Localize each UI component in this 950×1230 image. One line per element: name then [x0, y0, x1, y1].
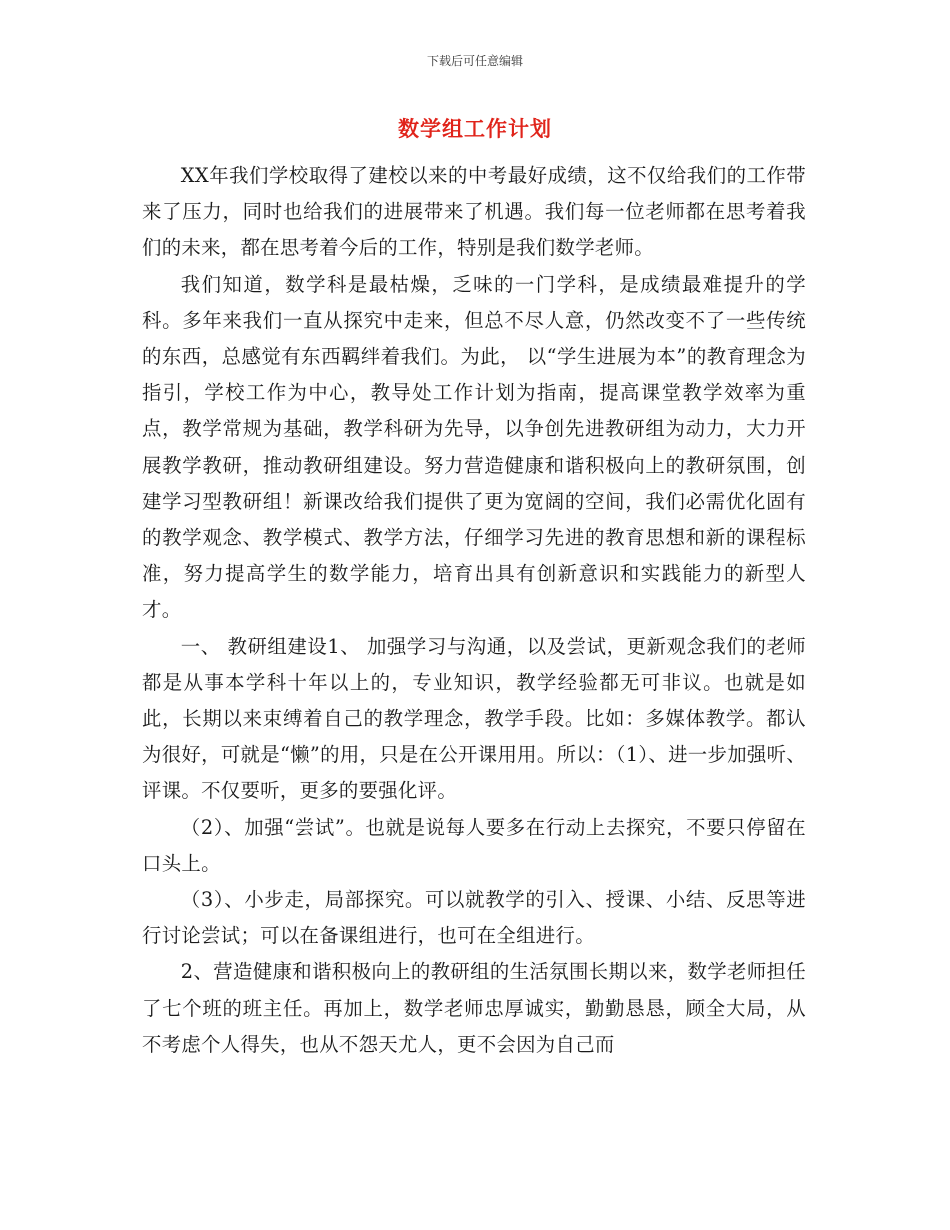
paragraph-2: 我们知道，数学科是最枯燥，乏味的一门学科，是成绩最难提升的学科。多年来我们一直从探究中走来，但总不尽人意，仍然改变不了一些传统的东西，总感觉有东西羁绊着我们。为此， 以“学生进展为本”的教育理念为指引，学校工作为中心，教导处工作计划为指南，提高课堂教学效率为重点，教学常规为基础，教学科研为先导，以争创先进教研组为动力，大力开展教学教研，推动教研组建设。努力营造健康和谐积极向上的教研氛围，创建学习型教研组！新课改给我们提供了更为宽阔的空间，我们必需优化固有的教学观念、教学模式、教学方法，仔细学习先进的教育思想和新的课程标准，努力提高学生的数学能力，培育出具有创新意识和实践能力的新型人才。 [142, 272, 806, 622]
document-title: 数学组工作计划 [398, 117, 552, 141]
paragraph-5: （3）、小步走，局部探究。可以就教学的引入、授课、小结、反思等进行讨论尝试；可以在备课组进行，也可在全组进行。 [142, 888, 806, 948]
document-body [142, 158, 806, 1063]
paragraph-4: （2）、加强“尝试”。也就是说每人要多在行动上去探究，不要只停留在口头上。 [142, 815, 806, 875]
paragraph-1: XX年我们学校取得了建校以来的中考最好成绩，这不仅给我们的工作带来了压力，同时也给我们的进展带来了机遇。我们每一位老师都在思考着我们的未来，都在思考着今后的工作，特别是我们数学老师。 [142, 164, 806, 260]
paragraph-6: 2、营造健康和谐积极向上的教研组的生活氛围长期以来，数学老师担任了七个班的班主任。再加上，数学老师忠厚诚实，勤勤恳恳，顾全大局，从不考虑个人得失，也从不怨天尤人，更不会因为自己而 [142, 960, 806, 1056]
header-note: 下载后可任意编辑 [426, 54, 523, 68]
paragraph-3: 一、 教研组建设1、 加强学习与沟通，以及尝试，更新观念我们的老师都是从事本学科十年以上的，专业知识，教学经验都无可非议。也就是如此，长期以来束缚着自己的教学理念，教学手段。比如：多媒体教学。都认为很好，可就是“懒”的用，只是在公开课用用。所以：（1）、进一步加强听、评课。不仅要听，更多的要强化评。 [142, 634, 806, 803]
